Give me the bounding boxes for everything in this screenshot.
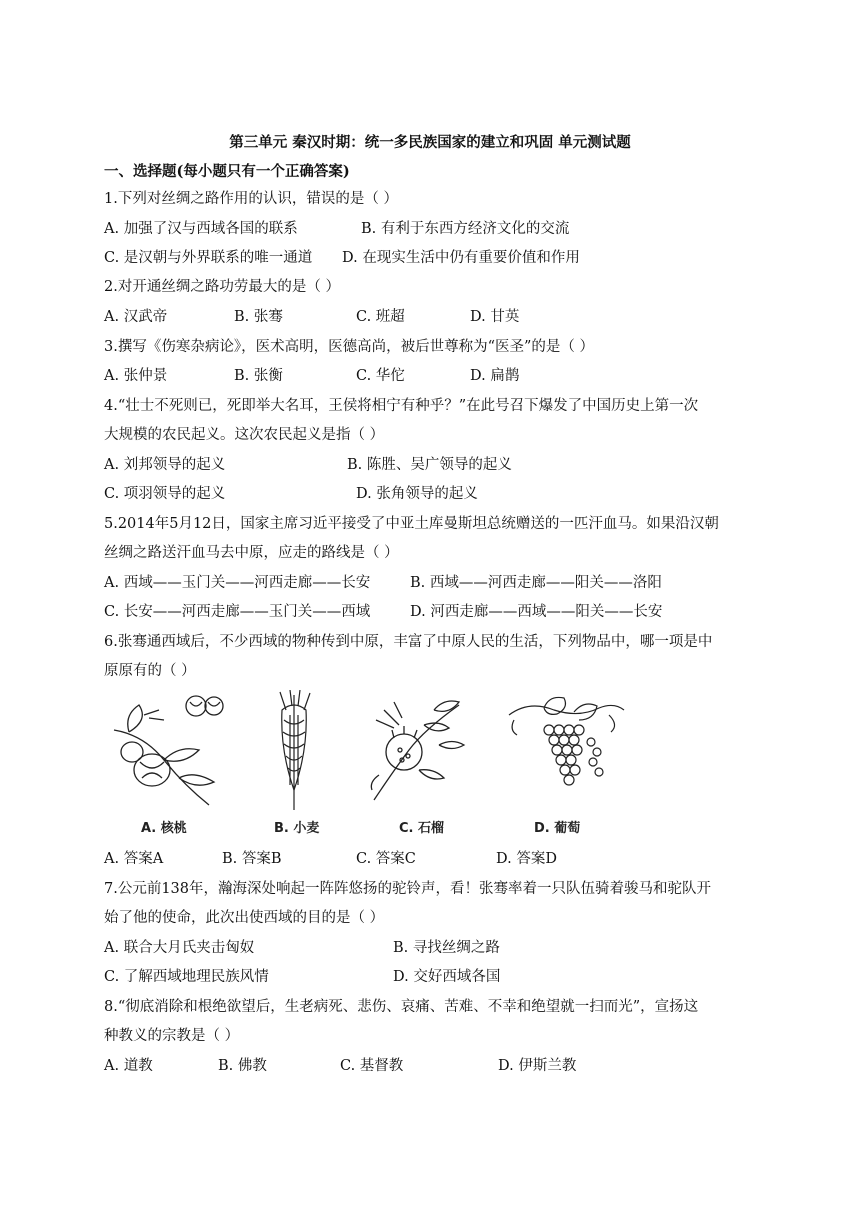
question-2-option-a[interactable]: A. 汉武帝 (104, 309, 168, 325)
question-6-option-a[interactable]: A. 答案A (104, 851, 164, 867)
question-7-option-d[interactable]: D. 交好西域各国 (393, 969, 501, 985)
question-2-option-c[interactable]: C. 班超 (356, 309, 405, 325)
wheat-illustration (264, 690, 324, 815)
question-5-option-a[interactable]: A. 西域——玉门关——河西走廊——长安 (104, 575, 371, 591)
question-5-stem-line-2: 丝绸之路送汗血马去中原，应走的路线是（ ） (104, 545, 399, 561)
caption-wheat: B. 小麦 (274, 821, 320, 836)
question-1-stem: 1.下列对丝绸之路作用的认识，错误的是（ ） (104, 191, 398, 207)
question-3-option-a[interactable]: A. 张仲景 (104, 368, 168, 384)
question-4-option-a[interactable]: A. 刘邦领导的起义 (104, 457, 226, 473)
caption-pomegranate: C. 石榴 (399, 821, 445, 836)
question-7-option-b[interactable]: B. 寻找丝绸之路 (393, 940, 500, 956)
question-3-option-c[interactable]: C. 华佗 (356, 368, 405, 384)
question-5-option-c[interactable]: C. 长安——河西走廊——玉门关——西域 (104, 604, 371, 620)
question-4-option-b[interactable]: B. 陈胜、吴广领导的起义 (347, 457, 512, 473)
question-7-stem-line-1: 7.公元前138年，瀚海深处响起一阵阵悠扬的驼铃声，看！张骞率着一只队伍骑着骏马和驼队开 (104, 881, 712, 897)
question-5-stem-line-1: 5.2014年5月12日，国家主席习近平接受了中亚土库曼斯坦总统赠送的一匹汗血马。如果沿汉朝 (104, 516, 719, 532)
walnut-illustration (104, 690, 224, 815)
question-3-option-b[interactable]: B. 张衡 (234, 368, 283, 384)
question-2-option-b[interactable]: B. 张骞 (234, 309, 283, 325)
question-4-option-c[interactable]: C. 项羽领导的起义 (104, 486, 226, 502)
question-7-stem-line-2: 始了他的使命，此次出使西域的目的是（ ） (104, 910, 385, 926)
question-8-option-a[interactable]: A. 道教 (104, 1058, 153, 1074)
question-4-stem-line-2: 大规模的农民起义。这次农民起义是指（ ） (104, 427, 385, 443)
plants-illustration (104, 690, 624, 840)
question-2-stem: 2.对开通丝绸之路功劳最大的是（ ） (104, 279, 340, 295)
question-4-option-d[interactable]: D. 张角领导的起义 (356, 486, 478, 502)
question-5-option-d[interactable]: D. 河西走廊——西域——阳关——长安 (410, 604, 663, 620)
page-title: 第三单元 秦汉时期：统一多民族国家的建立和巩固 单元测试题 (229, 134, 631, 151)
caption-grapes: D. 葡萄 (534, 821, 581, 836)
section-heading: 一、选择题(每小题只有一个正确答案) (104, 163, 350, 180)
question-8-option-b[interactable]: B. 佛教 (218, 1058, 267, 1074)
pomegranate-illustration (364, 690, 474, 815)
question-6-option-d[interactable]: D. 答案D (496, 851, 557, 867)
question-3-stem: 3.撰写《伤寒杂病论》，医术高明，医德高尚，被后世尊称为“医圣”的是（ ） (104, 339, 595, 355)
question-8-option-c[interactable]: C. 基督教 (340, 1058, 404, 1074)
question-6-option-c[interactable]: C. 答案C (356, 851, 416, 867)
question-6-stem-line-1: 6.张骞通西域后，不少西域的物种传到中原，丰富了中原人民的生活，下列物品中，哪一项是中 (104, 634, 713, 650)
question-8-stem-line-1: 8.“彻底消除和根绝欲望后，生老病死、悲伤、哀痛、苦难、不幸和绝望就一扫而光”，宣扬这 (104, 999, 699, 1015)
question-6-option-b[interactable]: B. 答案B (222, 851, 282, 867)
question-4-stem-line-1: 4.“壮士不死则已，死即举大名耳，王侯将相宁有种乎？”在此号召下爆发了中国历史上第一次 (104, 398, 699, 414)
question-2-option-d[interactable]: D. 甘英 (470, 309, 520, 325)
question-3-option-d[interactable]: D. 扁鹊 (470, 368, 520, 384)
question-1-option-b[interactable]: B. 有利于东西方经济文化的交流 (361, 221, 570, 237)
caption-walnut: A. 核桃 (141, 821, 187, 836)
question-1-option-d[interactable]: D. 在现实生活中仍有重要价值和作用 (342, 250, 580, 266)
question-7-option-a[interactable]: A. 联合大月氏夹击匈奴 (104, 940, 255, 956)
question-5-option-b[interactable]: B. 西域——河西走廊——阳关——洛阳 (410, 575, 662, 591)
question-8-stem-line-2: 种教义的宗教是（ ） (104, 1028, 240, 1044)
question-1-option-a[interactable]: A. 加强了汉与西域各国的联系 (104, 221, 298, 237)
question-8-option-d[interactable]: D. 伊斯兰教 (498, 1058, 577, 1074)
question-6-stem-line-2: 原原有的（ ） (104, 663, 196, 679)
question-7-option-c[interactable]: C. 了解西域地理民族风情 (104, 969, 269, 985)
question-1-option-c[interactable]: C. 是汉朝与外界联系的唯一通道 (104, 250, 313, 266)
grapes-illustration (499, 690, 629, 815)
